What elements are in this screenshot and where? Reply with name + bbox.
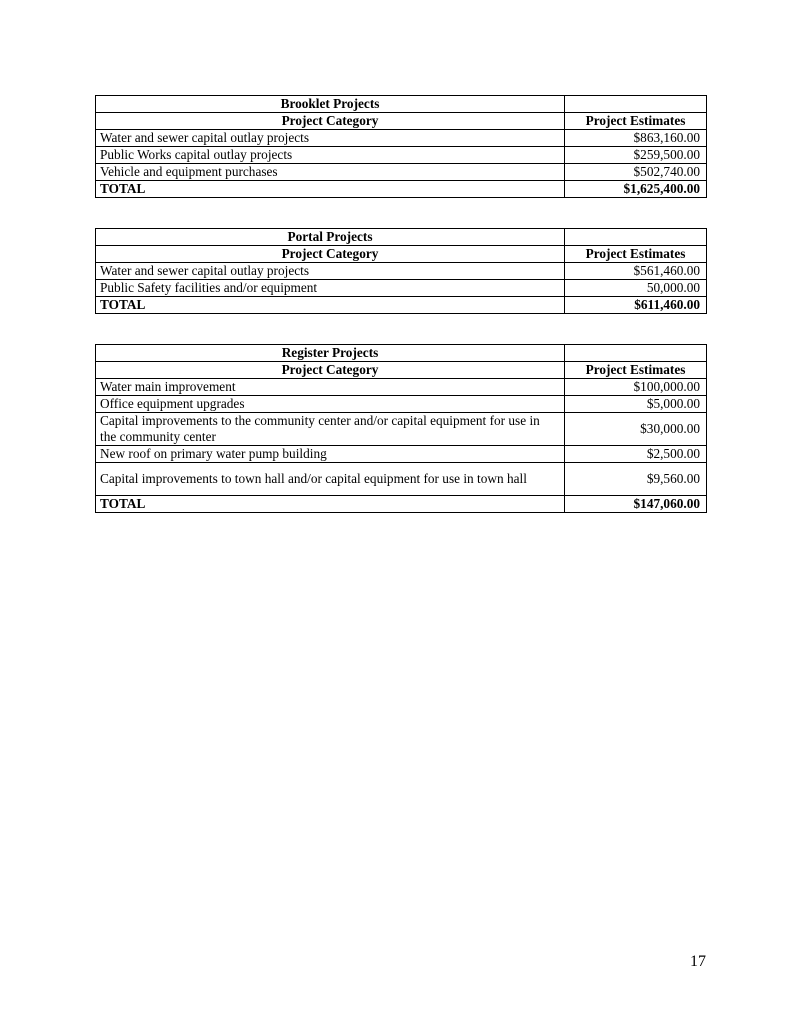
row-estimate: $30,000.00	[565, 413, 707, 446]
total-row	[96, 297, 707, 314]
portal-projects-table	[95, 228, 707, 314]
row-estimate: $561,460.00	[565, 263, 707, 280]
row-estimate: $9,560.00	[565, 463, 707, 496]
table-title: Brooklet Projects	[96, 96, 565, 113]
row-estimate: $502,740.00	[565, 164, 707, 181]
total-label: TOTAL	[96, 181, 565, 198]
column-header-category: Project Category	[96, 113, 565, 130]
row-estimate: $259,500.00	[565, 147, 707, 164]
column-header-category: Project Category	[96, 246, 565, 263]
table-row	[96, 263, 707, 280]
row-category: Public Safety facilities and/or equipment	[96, 280, 565, 297]
table-title: Portal Projects	[96, 229, 565, 246]
total-label: TOTAL	[96, 297, 565, 314]
column-header-estimates: Project Estimates	[565, 113, 707, 130]
total-value: $1,625,400.00	[565, 181, 707, 198]
column-header-category: Project Category	[96, 362, 565, 379]
row-category: Public Works capital outlay projects	[96, 147, 565, 164]
total-value: $611,460.00	[565, 297, 707, 314]
table-row	[96, 463, 707, 496]
table-row	[96, 446, 707, 463]
table-row	[96, 379, 707, 396]
table-row	[96, 396, 707, 413]
table-title-empty-cell	[565, 229, 707, 246]
total-label: TOTAL	[96, 496, 565, 513]
total-row	[96, 181, 707, 198]
row-category: Capital improvements to the community center and/or capital equipment for use in the community center	[96, 413, 565, 446]
table-row	[96, 147, 707, 164]
column-header-estimates: Project Estimates	[565, 246, 707, 263]
row-estimate: $5,000.00	[565, 396, 707, 413]
row-category: Water main improvement	[96, 379, 565, 396]
row-estimate: $2,500.00	[565, 446, 707, 463]
register-projects-table	[95, 344, 707, 513]
table-title: Register Projects	[96, 345, 565, 362]
table-row	[96, 280, 707, 297]
table-row	[96, 130, 707, 147]
table-title-empty-cell	[565, 96, 707, 113]
row-category: Capital improvements to town hall and/or capital equipment for use in town hall	[96, 463, 565, 496]
total-value: $147,060.00	[565, 496, 707, 513]
row-category: Water and sewer capital outlay projects	[96, 130, 565, 147]
total-row	[96, 496, 707, 513]
page-number: 17	[690, 953, 706, 970]
row-estimate: $863,160.00	[565, 130, 707, 147]
row-category: New roof on primary water pump building	[96, 446, 565, 463]
brooklet-projects-table	[95, 95, 707, 198]
table-title-empty-cell	[565, 345, 707, 362]
row-category: Vehicle and equipment purchases	[96, 164, 565, 181]
row-category: Water and sewer capital outlay projects	[96, 263, 565, 280]
row-estimate: $100,000.00	[565, 379, 707, 396]
table-row	[96, 164, 707, 181]
row-estimate: 50,000.00	[565, 280, 707, 297]
column-header-estimates: Project Estimates	[565, 362, 707, 379]
row-category: Office equipment upgrades	[96, 396, 565, 413]
table-row	[96, 413, 707, 446]
